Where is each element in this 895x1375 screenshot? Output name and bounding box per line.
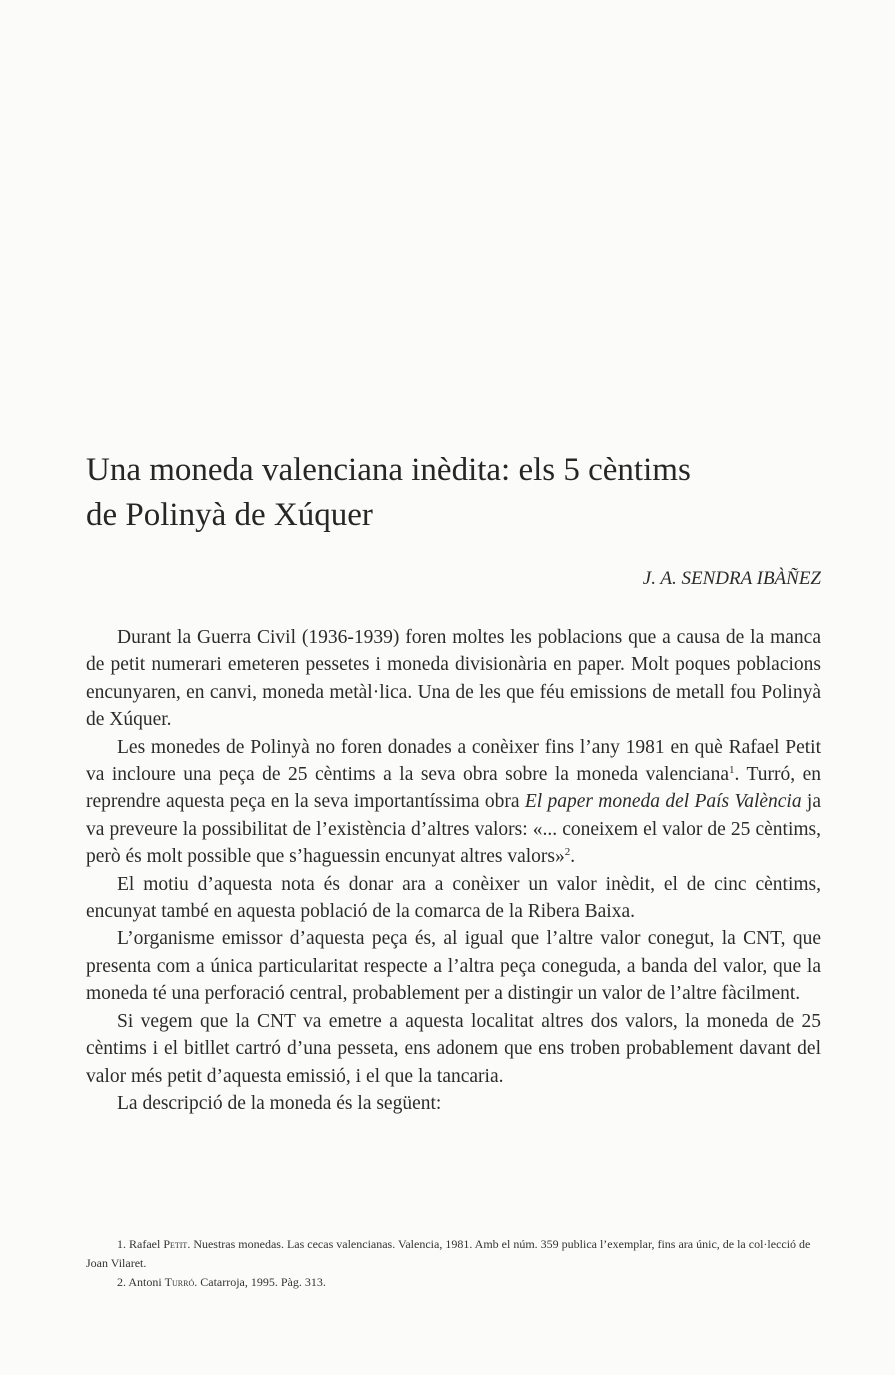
article-title-line-1: Una moneda valenciana inèdita: els 5 cèntims xyxy=(86,452,691,488)
paragraph-1: Durant la Guerra Civil (1936-1939) foren moltes les poblacions que a causa de la manca de petit numerari emeteren pessetes i moneda divisionària en paper. Molt poques poblacions encunyaren, en canvi, moneda metàl·lica. Una de les que féu emissions de metall fou Polinyà de Xúquer. xyxy=(86,627,821,731)
article-body xyxy=(86,624,821,1117)
paragraph-2 xyxy=(86,734,821,871)
paragraph-6: La descripció de la moneda és la següent: xyxy=(117,1092,442,1114)
footnote-2-prefix: 2. Antoni xyxy=(117,1275,165,1289)
footnote-1-author: Petit xyxy=(163,1237,188,1251)
footnote-ref-2[interactable]: 2 xyxy=(564,846,571,859)
footnote-ref-1[interactable]: 1 xyxy=(728,764,735,777)
paragraph-2-text-a: Les monedes de Polinyà no foren donades a conèixer fins l’any 1981 en què Rafael Petit va incloure una peça de 25 cèntims a la seva obra sobre la moneda valenciana xyxy=(86,736,821,786)
article-author: J. A. SENDRA IBÀÑEZ xyxy=(642,568,821,589)
book-title: El paper moneda del País València xyxy=(524,791,802,813)
paragraph-3: El motiu d’aquesta nota és donar ara a conèixer un valor inèdit, el de cinc cèntims, encunyat també en aquesta població de la comarca de la Ribera Baixa. xyxy=(86,873,821,923)
article-title-line-2: de Polinyà de Xúquer xyxy=(86,497,373,533)
footnote-2-text: . Catarroja, 1995. Pàg. 313. xyxy=(194,1275,326,1289)
paragraph-5: Si vegem que la CNT va emetre a aquesta localitat altres dos valors, la moneda de 25 cèntims i el bitllet cartró d’una pesseta, ens adonem que ens troben probablement davant del valor més petit d’aquesta emissió, i el que la tancaria. xyxy=(86,1010,821,1087)
article-title xyxy=(86,448,826,538)
footnote-1 xyxy=(86,1235,822,1273)
paragraph-4: L’organisme emissor d’aquesta peça és, al igual que l’altre valor conegut, la CNT, que presenta com a única particularitat respecte a l’altra peça coneguda, a banda del valor, que la moneda té una perforació central, probablement per a distingir un valor de l’altre fàcilment. xyxy=(86,928,821,1005)
footnote-1-prefix: 1. Rafael xyxy=(117,1237,164,1251)
footnote-2-author: Turró xyxy=(164,1275,195,1289)
footnote-1-text: . Nuestras monedas. Las cecas valencianas. Valencia, 1981. Amb el núm. 359 publica l’exemplar, fins ara únic, de la col·lecció de Joan Vilaret. xyxy=(86,1237,811,1270)
paragraph-2-text-b: . Turró, en reprendre aquesta peça en la seva importantíssima obra xyxy=(86,764,821,813)
footnotes xyxy=(86,1235,822,1292)
paragraph-2-text-d: . xyxy=(570,846,576,868)
paragraph-2-text-c: ja va preveure la possibilitat de l’existència d’altres valors: «... coneixem el valor de 25 cèntims, però és molt possible que s’haguessin encunyat altres valors» xyxy=(86,791,821,868)
footnote-2 xyxy=(117,1273,822,1292)
